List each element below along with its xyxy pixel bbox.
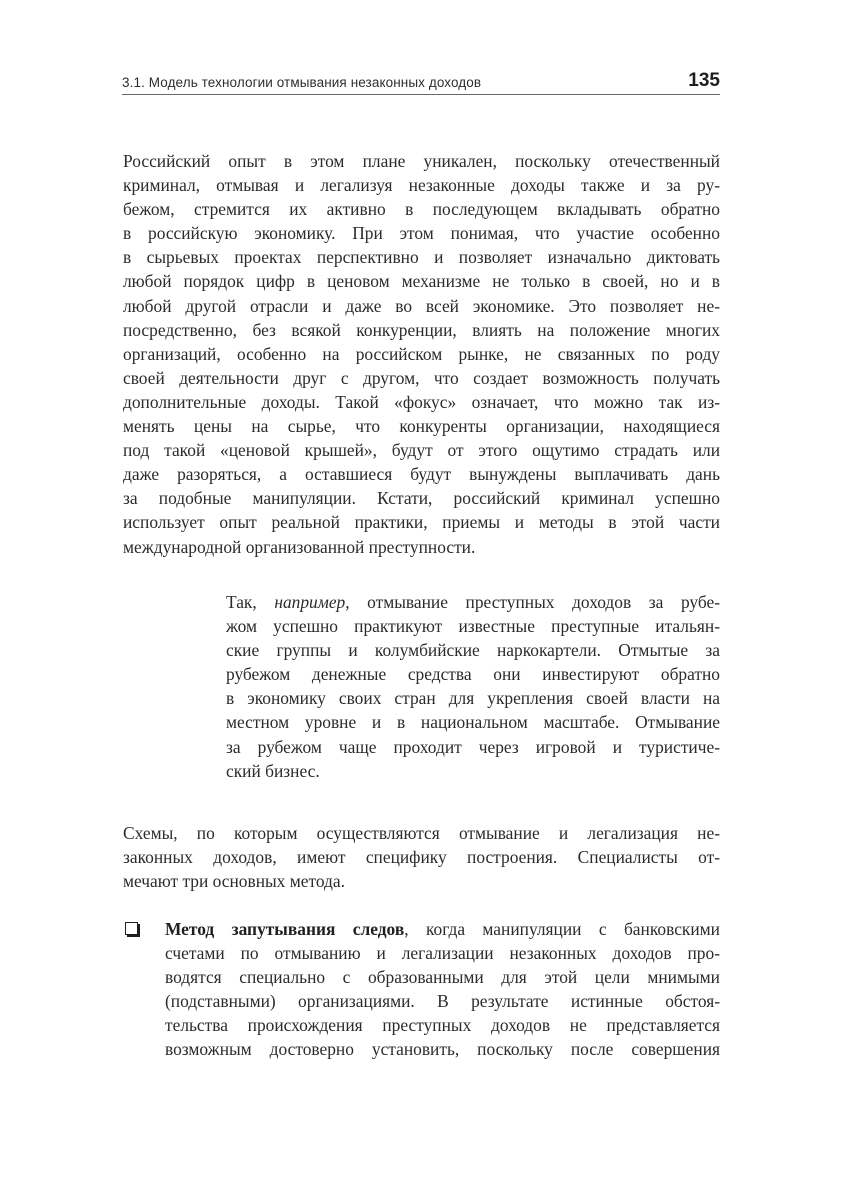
bullet-text xyxy=(165,917,720,1062)
text-line: счетами по отмыванию и легализации незаконных доходов про- xyxy=(165,943,720,964)
text-line: международной организованной преступности. xyxy=(123,536,476,557)
example-italic-term: например xyxy=(274,592,346,612)
example-prefix: Так, xyxy=(226,592,275,612)
text-line: (подставными) организациями. В результате истинные обстоя- xyxy=(165,991,720,1012)
text-line: в российскую экономику. При этом понимая, что участие особенно xyxy=(123,223,720,244)
text-line: возможным достоверно установить, поскольку после совершения xyxy=(165,1039,720,1060)
paragraph-russian-experience xyxy=(123,149,720,559)
text-line: водятся специально с образованными для этой цели мнимыми xyxy=(165,967,720,988)
running-header xyxy=(122,68,720,95)
text-line xyxy=(165,917,720,941)
text-line: дополнительные доходы. Такой «фокус» означает, что можно так из- xyxy=(123,391,720,412)
text-line: за подобные манипуляции. Кстати, российский криминал успешно xyxy=(123,488,720,509)
text-line: местном уровне и в национальном масштабе. Отмывание xyxy=(226,712,720,733)
text-line xyxy=(226,590,720,614)
text-line: менять цены на сырье, что конкуренты организации, находящиеся xyxy=(123,416,720,437)
text-line: под такой «ценовой крышей», будут от этого ощутимо страдать или xyxy=(123,440,720,461)
text-line: ские группы и колумбийские наркокартели. Отмытые за xyxy=(226,640,720,661)
text-line: бежом, стремится их активно в последующем вкладывать обратно xyxy=(123,199,720,220)
text-line: ский бизнес. xyxy=(226,760,320,781)
text-line: организаций, особенно на российском рынке, не связанных по роду xyxy=(123,343,720,364)
text-line: использует опыт реальной практики, приемы и методы в этой части xyxy=(123,512,720,533)
bullet-bold-term: Метод запутывания следов xyxy=(165,919,405,939)
text-line: законных доходов, имеют специфику построения. Специалисты от- xyxy=(123,847,720,868)
example-block xyxy=(226,590,720,783)
text-line: любой порядок цифр в ценовом механизме не только в своей, но и в xyxy=(123,271,720,292)
text-line: любой другой отрасли и даже во всей экономике. Это позволяет не- xyxy=(123,295,720,316)
text-line: в экономику своих стран для укрепления своей власти на xyxy=(226,688,720,709)
checkbox-square-icon xyxy=(125,922,138,935)
bullet-first-line-rest: , когда манипуляции с банковскими xyxy=(404,919,720,939)
text-line: за рубежом чаще проходит через игровой и туристиче- xyxy=(226,736,720,757)
text-line: жом успешно практикуют известные преступные итальян- xyxy=(226,616,720,637)
text-line: тельства происхождения преступных доходов не представляется xyxy=(165,1015,720,1036)
text-line: даже разоряться, а оставшиеся будут вынуждены выплачивать дань xyxy=(123,464,720,485)
text-line: Схемы, по которым осуществляются отмывание и легализация не- xyxy=(123,823,720,843)
text-line: в сырьевых проектах перспективно и позволяет изначально диктовать xyxy=(123,247,720,268)
page-number: 135 xyxy=(688,70,720,91)
running-title: 3.1. Модель технологии отмывания незаконных доходов xyxy=(122,75,482,90)
example-suffix: , отмывание преступных доходов за рубе- xyxy=(345,592,721,612)
text-line: мечают три основных метода. xyxy=(123,871,345,892)
text-line: Российский опыт в этом плане уникален, поскольку отечественный xyxy=(123,151,720,171)
text-line: посредственно, без всякой конкуренции, влиять на положение многих xyxy=(123,319,720,340)
text-line: своей деятельности друг с другом, что создает возможность получать xyxy=(123,367,720,388)
text-line: рубежом денежные средства они инвестируют обратно xyxy=(226,664,720,685)
paragraph-schemes xyxy=(123,821,720,893)
text-line: криминал, отмывая и легализуя незаконные доходы также и за ру- xyxy=(123,175,720,196)
